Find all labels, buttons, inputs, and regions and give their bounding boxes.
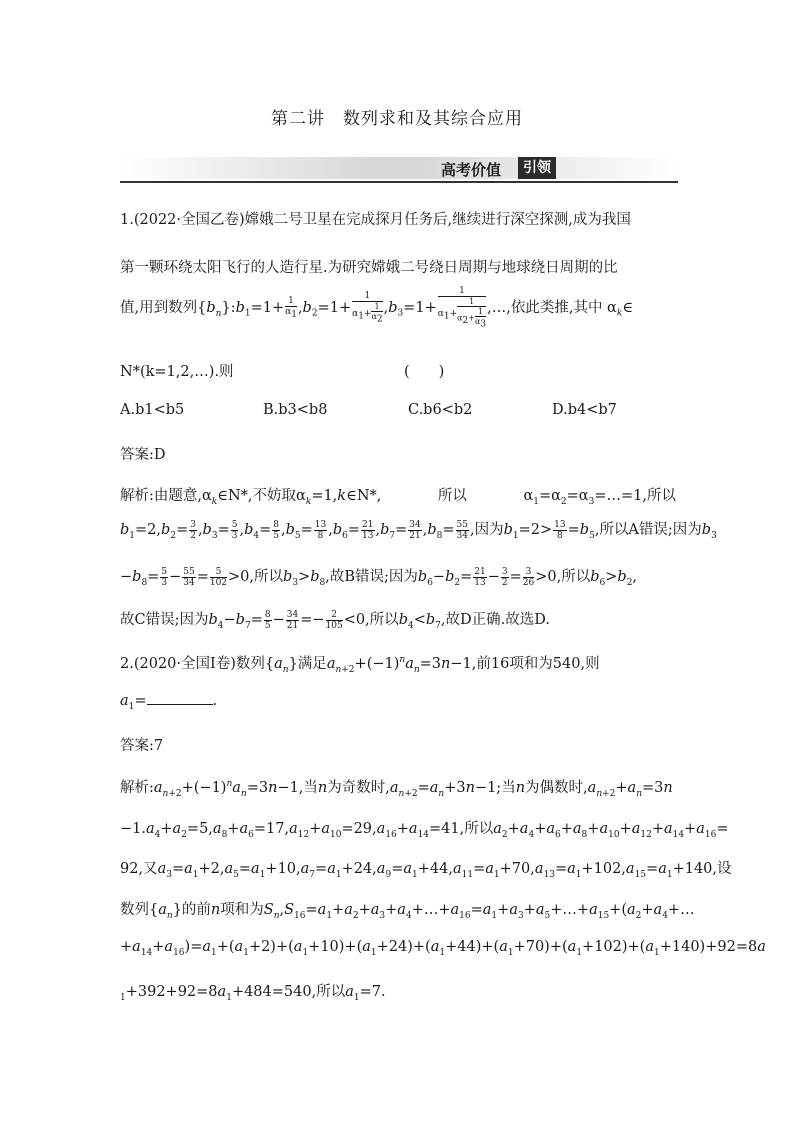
- q1-solution-line-2: $b_1=2,b_2=$ $\frac{3}{2}$ $,b_3=$ $\frac{5}{3}$ $,b_4=$ $\frac{8}{5}$ $,b_5=$ $\frac{13}{8}$ $,b_6=$ $\frac{21}{13}$ $,b_7=$ $\frac{34}{21}$ $,b_8=$ $\frac{55}{34}$ ,因为$b_1=2>$ $\frac{13}{8}$ $=b_5$,所以A错误;因为$b_3$: [120, 519, 717, 541]
- q1-solution-line-3: $-b_8=$ $\frac{5}{3}$ − $\frac{55}{34}$ = $\frac{5}{102}$ >0,所以$b_3>b_8$,故B错误;因为$b_6-b_2=$ $\frac{21}{13}$ − $\frac{3}{2}$ = $\frac{3}{26}$ >0,所以$b_6>b_2$,: [120, 566, 638, 588]
- q1-answer: 答案:D: [120, 447, 166, 463]
- q2-solution-line-1: 解析$:a_{n+2}+(-1)^na_n=3n-1$,当n为奇数时$,a_{n+2}=a_n+3n-1$;当n为偶数时$,a_{n+2}+a_n=3n$: [120, 779, 673, 799]
- q1-line-1: 1.(2022·全国乙卷)嫦娥二号卫星在完成探月任务后,继续进行深空探测,成为我国: [120, 212, 631, 228]
- page-title: 第二讲 数列求和及其综合应用: [271, 109, 523, 129]
- q1-solution-line-1: 解析:由题意$,\alpha_k\in N*$,不妨取$\alpha_k=1,k\in N*$, 所以 $\alpha_1=\alpha_2=\alpha_3=\dots=1$,所以: [120, 488, 676, 507]
- banner-label: 高考价值: [441, 161, 502, 179]
- q2-solution-line-3: 92,又$a_3=a_1+2,a_5=a_1+10,a_7=a_1+24,a_9=a_1+44,a_{11}=a_1+70,a_{13}=a_1+102,a_{15}=a_1+140$,设: [120, 861, 732, 880]
- q2-solution-line-2: $-1.a_4+a_2=5,a_8+a_6=17,a_{12}+a_{10}=29,a_{16}+a_{14}=41$,所以$a_2+a_4+a_6+a_8+a_{10}+a_{12}+a_{14}+a_{16}=$: [120, 821, 729, 840]
- q1-option-b: B.b3<b8: [263, 402, 328, 418]
- q1-line-3: 值,用到数列$\{b_n\}:b_1=1+$ $\frac{1}{\alpha_1}$ $,b_2=1+$ 1 $\alpha_1+$ $\frac{1}{\alpha_2}$ $,b_3=1+$ 1 $\alpha_1+$ 1 $\alpha_2+$ $\frac{1}{\alpha_3}$ ,…,依此类推,其中 $\alpha_k\in$: [120, 286, 634, 330]
- q2-solution-line-6: $_1+392+92=8a_1+484=540$,所以$a_1=7$.: [120, 984, 386, 1003]
- q1-answer-paren: ( ): [404, 364, 445, 380]
- answer-blank: [147, 692, 213, 705]
- q1-option-c: C.b6<b2: [408, 402, 473, 418]
- q1-solution-line-4: 故C错误;因为$b_4-b_7=$ $\frac{8}{5}$ − $\frac{34}{21}$ =− $\frac{2}{105}$ <0,所以$b_4<b_7$,故D正确.故选D.: [120, 609, 550, 631]
- q1-option-a: A.b1<b5: [120, 402, 185, 418]
- q2-line-1: 2.(2020·全国Ⅰ卷)数列$\{a_n\}$满足$a_{n+2}+(-1)^na_n=3n-1$,前16项和为540,则: [120, 655, 600, 675]
- q2-answer: 答案:7: [120, 738, 164, 754]
- q1-line-4: [120, 360, 445, 381]
- section-banner: [120, 157, 678, 183]
- q1-option-d: D.b4<b7: [552, 402, 617, 418]
- q2-solution-line-4: 数列$\{a_n\}$的前n项和为$S_n,S_{16}=a_1+a_2+a_3+a_4+\dots+a_{16}=a_1+a_3+a_5+\dots+a_{15}+(a_2+a_4+\dots$: [120, 902, 695, 921]
- q2-line-2: $a_1=$ .: [120, 693, 218, 712]
- q2-solution-line-5: $+a_{14}+a_{16})=a_1+(a_1+2)+(a_1+10)+(a_1+24)+(a_1+44)+(a_1+70)+(a_1+102)+(a_1+140)+92=8a$: [120, 939, 766, 958]
- q1-line-4-text: N*(k=1,2,…).则: [120, 364, 234, 380]
- banner-tag: 引领: [518, 157, 556, 179]
- q1-line-2: 第一颗环绕太阳飞行的人造行星.为研究嫦娥二号绕日周期与地球绕日周期的比: [120, 260, 618, 276]
